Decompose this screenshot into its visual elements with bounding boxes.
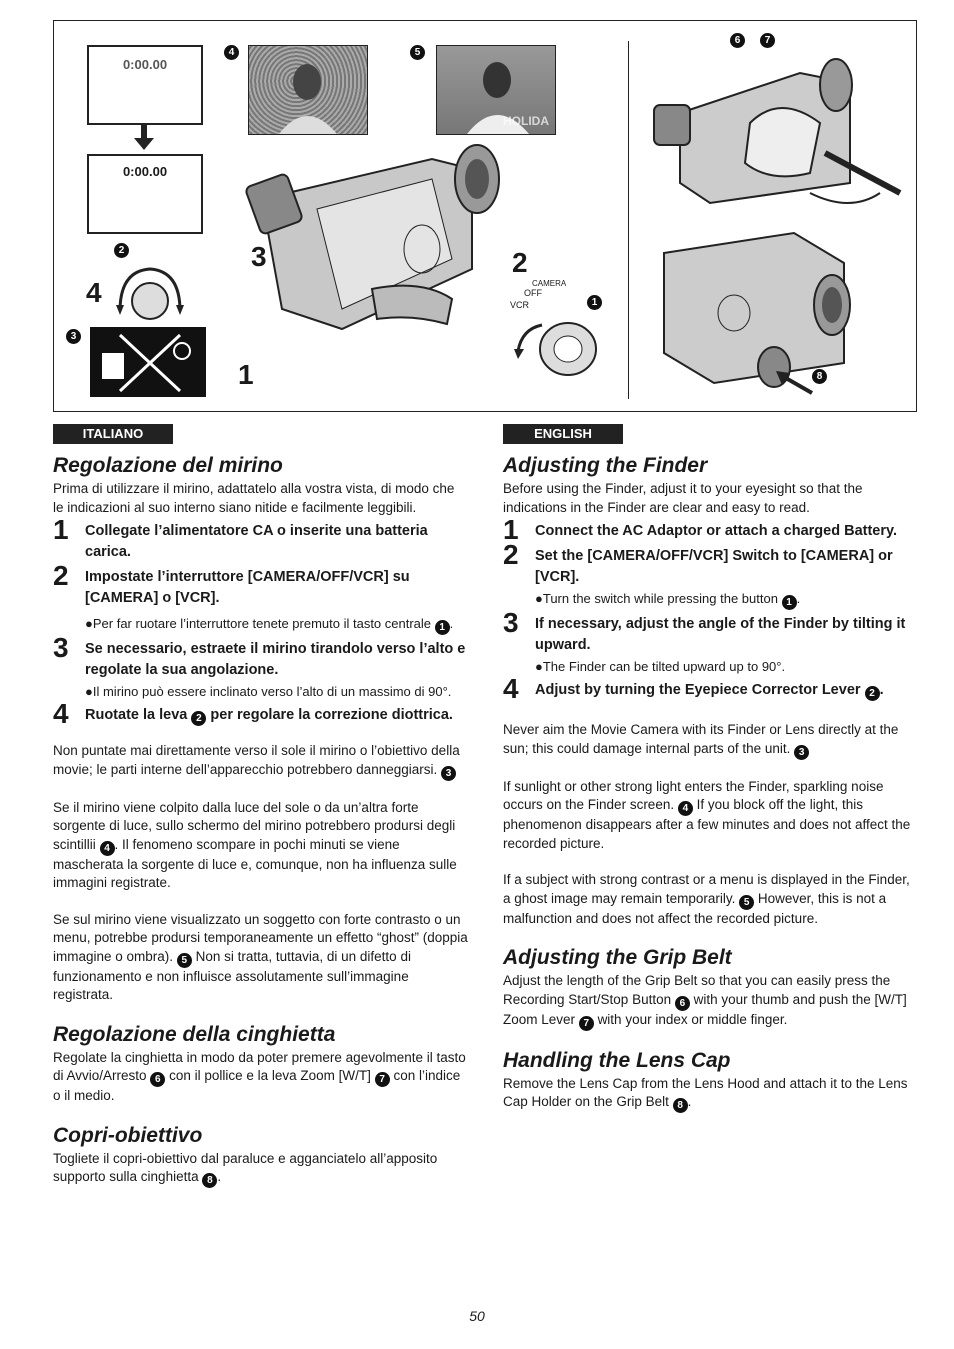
step-text: Se necessario, estraete il mirino tirandolo verso l’alto e regolate la sua angolazione. [85,641,466,678]
callout-2: 2 [865,686,880,701]
lens-cap-text: Remove the Lens Cap from the Lens Hood and attach it to the Lens Cap Holder on the Grip Belt 8 . [503,1075,908,1111]
callout-4: 4 [678,801,693,816]
lens-cap-text: Togliete il copri-obiettivo dal paraluce e agganciatelo all’apposito supporto sulla cinghietta 8 . [53,1150,438,1186]
switch-label-vcr: VCR [510,300,530,310]
callout-3: 3 [66,329,81,344]
language-tag: ENGLISH [503,424,623,444]
step-number: 3 [53,632,69,663]
callout-5: 5 [410,45,425,60]
callout-6: 6 [150,1072,165,1087]
step-text: Set the [CAMERA/OFF/VCR] Switch to [CAMERA] or [VCR]. [535,548,893,585]
step-3 [503,607,918,656]
timecode-before: 0:00.00 [122,57,168,72]
page-number: 50 [469,1308,485,1324]
ghost-text: If a subject with strong contrast or a menu is displayed in the Finder, a ghost image may remain temporarily. 5 However, this is not a malfunction and does not affect the recorded picture. [503,872,910,926]
section-heading-lens-cap: Copri-obiettivo [53,1123,203,1147]
down-arrow-icon [134,125,154,151]
section-heading-finder: Adjusting the Finder [503,454,708,477]
step-text: Collegate l’alimentatore CA o inserite una batteria carica. [85,523,428,560]
step-number: 3 [503,607,519,638]
step-2 [503,539,918,588]
callout-8: 8 [673,1098,688,1113]
switch-label-off: OFF [524,288,542,298]
step-text: Ruotate la leva 2 per regolare la correzione diottrica. [85,707,453,724]
callout-5: 5 [739,895,754,910]
ghost-text: Se sul mirino viene visualizzato un soggetto con forte contrasto o un menu, potrebbe prodursi temporaneamente un effetto “ghost” (doppia immagine o ombra). 5 Non si tratta, tuttavia, di un difetto di funzionamento e non influisce assolutamente sull’immagine registrata. [53,911,468,1002]
finder-screen-after [87,154,203,234]
step-note: ●The Finder can be tilted upward up to 90°. [535,659,786,674]
step-number: 2 [503,539,519,570]
step-note: ●Turn the switch while pressing the button 1 . [535,591,801,608]
callout-6: 6 [730,33,745,48]
ghost-photo [436,45,556,135]
section-heading-lens-cap: Handling the Lens Cap [503,1048,731,1072]
step-1 [53,514,468,563]
finder-screen-before [87,45,203,125]
timecode-after: 0:00.00 [122,164,168,179]
sun-warning-icon [90,327,206,397]
step-number: 1 [53,514,69,545]
step-text: Impostate l’interruttore [CAMERA/OFF/VCR] su [CAMERA] o [VCR]. [85,569,410,606]
callout-6: 6 [675,996,690,1011]
arrow-icon [776,371,816,397]
step-2-label: 2 [512,247,528,278]
step-note: ●Per far ruotare l’interruttore tenete premuto il tasto centrale 1 . [85,616,454,633]
callout-3: 3 [441,766,456,781]
callout-2: 2 [114,243,129,258]
callout-4: 4 [100,841,115,856]
step-4-label: 4 [86,277,102,308]
sparkle-text: Se il mirino viene colpito dalla luce del sole o da un’altra forte sorgente di luce, sullo schermo del mirino potrebbero prodursi degli scintillii 4 . Il fenomeno scompare in pochi minuti se viene mascherata la sorgente di luce e, comunque, non ha influenza sulle immagini registrate. [53,799,457,890]
ghost-menu-text: HOLIDA [503,114,549,128]
step-1-label: 1 [238,359,254,390]
step-text: Connect the AC Adaptor or attach a charged Battery. [535,523,898,539]
step-3-label: 3 [251,241,267,272]
section-heading-grip: Regolazione della cinghietta [53,1022,336,1046]
step-number: 4 [503,673,519,704]
figure-divider [628,41,629,399]
sun-warning-text: Non puntate mai direttamente verso il sole il mirino o l’obiettivo della movie; le parti interne dell’apparecchio potrebbero danneggiarsi. 3 [53,743,460,779]
mode-switch-dial-icon [512,311,608,381]
language-tag: ITALIANO [53,424,173,444]
callout-8: 8 [202,1173,217,1188]
callout-2: 2 [191,711,206,726]
corrector-lever-icon [110,261,190,323]
intro-text: Prima di utilizzare il mirino, adattatelo alla vostra vista, di modo che le indicazioni al suo interno siano nitide e facilmente leggibili. [53,481,455,515]
callout-7: 7 [375,1072,390,1087]
step-number: 2 [53,560,69,591]
callout-7: 7 [760,33,775,48]
step-number: 4 [53,698,69,729]
italian-column [53,424,468,1188]
sparkle-text: If sunlight or other strong light enters the Finder, sparkling noise occurs on the Finder screen. 4 If you block off the light, this phenomenon disappears after a few minutes and does not affect the recorded picture. [503,778,911,851]
section-heading-finder: Regolazione del mirino [53,454,283,477]
illustration-panel [53,20,917,412]
callout-8: 8 [812,369,827,384]
step-4 [503,673,918,704]
callout-1: 1 [435,620,450,635]
step-1 [503,514,918,545]
callout-3: 3 [794,745,809,760]
step-number: 1 [503,514,519,545]
callout-1: 1 [587,295,602,310]
grip-text: Adjust the length of the Grip Belt so that you can easily press the Recording Start/Stop Button 6 with your thumb and push the [W/T] Zoom Lever 7 with your index or middle finger. [503,973,907,1029]
grip-text: Regolate la cinghietta in modo da poter premere agevolmente il tasto di Avvio/Arresto 6 con il pollice e la leva Zoom [W/T] 7 con l’indice o il medio. [53,1049,466,1103]
grip-belt-illustration [650,43,906,211]
switch-label-camera: CAMERA [532,279,567,288]
english-column [503,424,918,1113]
callout-7: 7 [579,1016,594,1031]
step-text: Adjust by turning the Eyepiece Corrector Lever 2 . [535,682,884,699]
sparkle-photo [248,45,368,135]
sun-warning-text: Never aim the Movie Camera with its Finder or Lens directly at the sun; this could damage internal parts of the unit. 3 [503,722,899,758]
step-4 [53,698,468,729]
step-2 [53,560,468,609]
step-3 [53,632,468,681]
step-text: If necessary, adjust the angle of the Finder by tilting it upward. [535,616,906,653]
callout-5: 5 [177,953,192,968]
portrait-figure [249,46,367,134]
intro-text: Before using the Finder, adjust it to your eyesight so that the indications in the Finder are clear and easy to read. [503,481,863,515]
section-heading-grip: Adjusting the Grip Belt [503,946,732,969]
lens-cap-illustration [654,213,854,393]
callout-1: 1 [782,595,797,610]
step-note: ●Il mirino può essere inclinato verso l’alto di un massimo di 90°. [85,684,452,699]
callout-4: 4 [224,45,239,60]
